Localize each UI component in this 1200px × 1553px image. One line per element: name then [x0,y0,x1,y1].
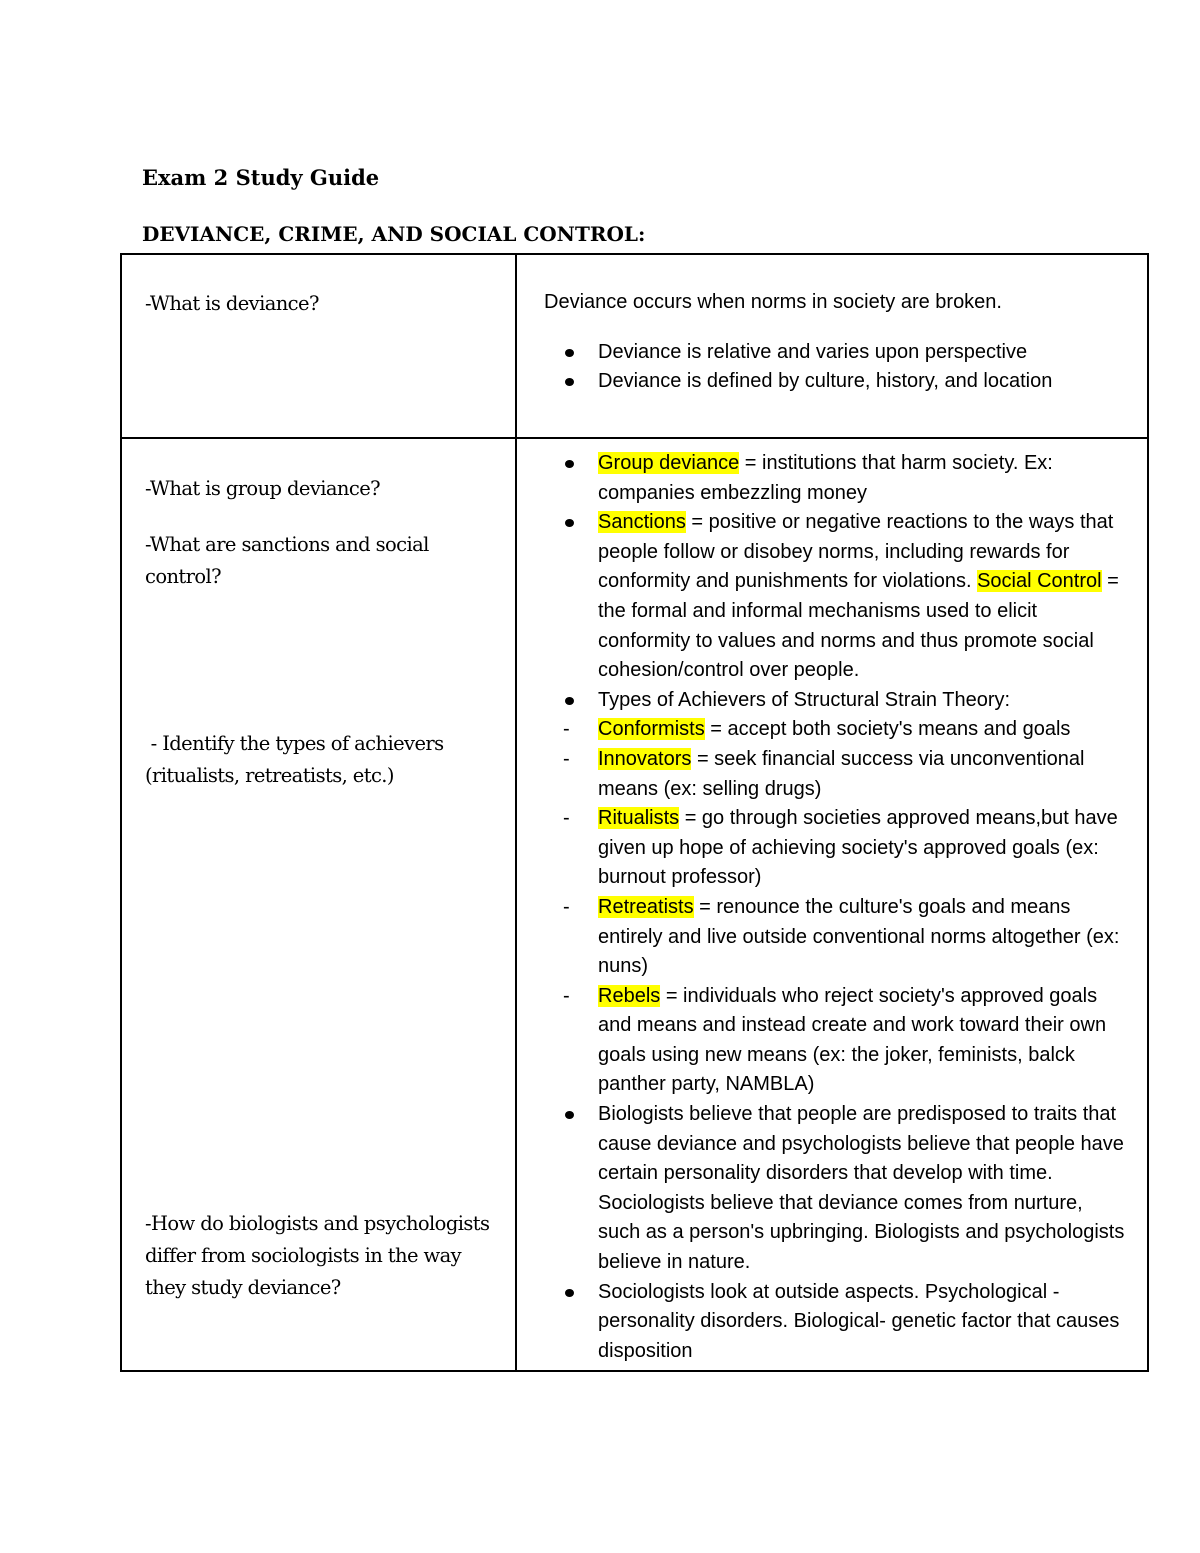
highlighted-term: Rebels [598,984,661,1007]
definition-text: = institutions that harm society. Ex: companies embezzling money [598,452,1053,504]
highlighted-term: Ritualists [598,807,680,830]
question-text: - Identify the types of achievers (ritualists, retreatists, etc.) [145,732,450,787]
definition-text: = positive or negative reactions to the ways that people follow or disobey norms, including rewards for conformity and punishments for violations. [598,511,1114,593]
list-item: Sociologists look at outside aspects. Psychological - personality disorders. Biological- genetic factor that causes disposition [544,1278,1127,1367]
question-text: -What are sanctions and social control? [145,533,429,588]
highlighted-term: Group deviance [598,452,740,474]
definition-text: = accept both society's means and goals [704,718,1071,741]
list-item [544,893,1127,982]
list-item: Biologists believe that people are predisposed to traits that cause deviance and psychologists believe that people have certain personality disorders that develop with time. Sociologists believe that deviance comes from nurture, such as a person's upbringing. Biologists and psychologists believe in nature. [544,1100,1127,1278]
answer-cell [516,254,1148,438]
answer-lead-text: Deviance occurs when norms in society are broken. [544,291,1002,313]
list-item [544,449,1127,508]
answer-cell [516,438,1148,1371]
answer-list [544,449,1127,1366]
highlighted-term: Conformists [598,718,705,741]
definition-text: = individuals who reject society's approved goals and means and instead create and work toward their own goals using new means (ex: the joker, feminists, balck panther party, NAMBLA) [598,984,1107,1096]
list-item [544,804,1127,893]
section-heading: DEVIANCE, CRIME, AND SOCIAL CONTROL: [142,222,646,246]
list-item [544,715,1127,745]
highlighted-term: Social Control [977,570,1102,593]
highlighted-term: Innovators [598,747,692,770]
definition-text: = go through societies approved means,but have given up hope of achieving society's approved goals (ex: burnout professor) [598,807,1118,889]
question-cell [121,438,516,1371]
definition-text: = seek financial success via unconventional means (ex: selling drugs) [598,747,1085,800]
list-item: Types of Achievers of Structural Strain Theory: [544,686,1127,716]
question-text: -How do biologists and psychologists differ from sociologists in the way they study deviance? [145,1212,490,1299]
highlighted-term: Retreatists [598,895,694,918]
definition-text: = renounce the culture's goals and means entirely and live outside conventional norms altogether (ex: nuns) [598,895,1120,978]
document-title: Exam 2 Study Guide [142,165,380,190]
list-item [544,982,1127,1100]
question-cell [121,254,516,438]
highlighted-term: Sanctions [598,511,686,534]
list-item: Deviance is defined by culture, history, and location [544,367,1127,397]
list-item [544,508,1127,686]
question-text: -What is group deviance? [145,477,380,500]
table-row [121,254,1148,438]
table-row [121,438,1148,1371]
list-item: Deviance is relative and varies upon perspective [544,338,1127,368]
question-text: -What is deviance? [145,292,319,315]
list-item [544,745,1127,804]
answer-list [544,338,1127,397]
definition-text: = the formal and informal mechanisms used to elicit conformity to values and norms and thus promote social cohesion/control over people. [598,570,1119,682]
study-guide-table [120,253,1149,1372]
